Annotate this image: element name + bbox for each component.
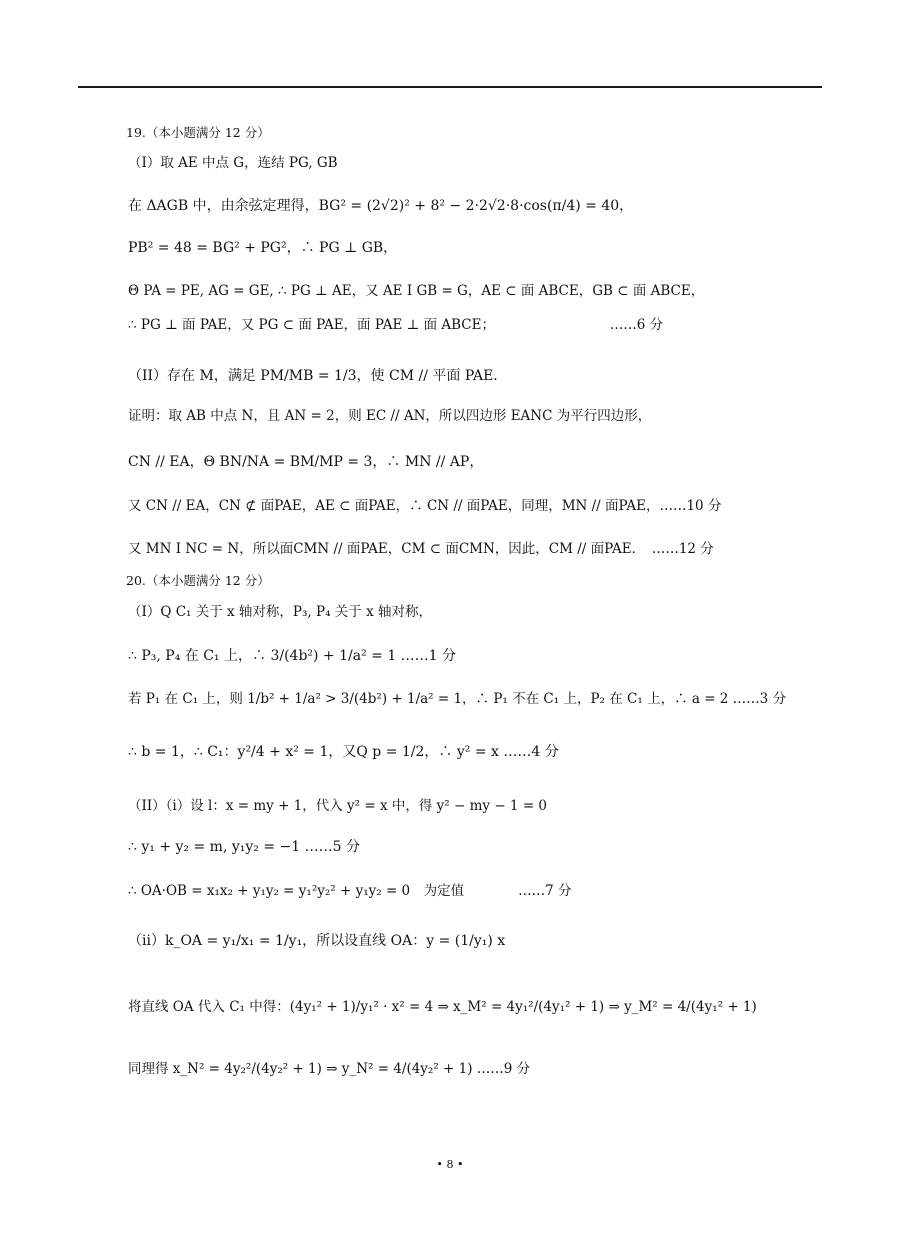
solution-line: 将直线 OA 代入 C₁ 中得：(4y₁² + 1)/y₁² · x² = 4 ⇒ x_M² = 4y₁²/(4y₁² + 1) ⇒ y_M² = 4/(4y₁² + 1) (128, 999, 757, 1015)
solution-line: 又 MN I NC = N，所以面CMN // 面PAE，CM ⊂ 面CMN，因此，CM // 面PAE． ……12 分 (128, 541, 714, 557)
solution-line: （I）Q C₁ 关于 x 轴对称，P₃, P₄ 关于 x 轴对称， (128, 604, 432, 620)
solution-line: （II）存在 M，满足 PM/MB = 1/3，使 CM // 平面 PAE． (128, 368, 508, 384)
solution-line: （II）（i）设 l：x = my + 1，代入 y² = x 中，得 y² − my − 1 = 0 (128, 798, 548, 814)
page-number: • 8 • (436, 1158, 464, 1171)
solution-line: ∴ P₃, P₄ 在 C₁ 上，∴ 3/(4b²) + 1/a² = 1 ……1 分 (128, 648, 457, 664)
solution-line: PB² = 48 = BG² + PG²，∴ PG ⊥ GB， (128, 240, 398, 256)
header-rule (78, 86, 822, 88)
solution-line: ∴ OA·OB = x₁x₂ + y₁y₂ = y₁²y₂² + y₁y₂ = 0 为定值 ……7 分 (128, 883, 572, 899)
solution-line: 在 ΔAGB 中，由余弦定理得，BG² = (2√2)² + 8² − 2·2√2·8·cos(π/4) = 40， (128, 198, 634, 214)
solution-line: 同理得 x_N² = 4y₂²/(4y₂² + 1) ⇒ y_N² = 4/(4y₂² + 1) ……9 分 (128, 1061, 531, 1077)
solution-line: ∴ b = 1，∴ C₁：y²/4 + x² = 1，又Q p = 1/2，∴ y² = x ……4 分 (128, 744, 559, 760)
problem-20-heading: 20.（本小题满分 12 分） (126, 573, 270, 588)
solution-line: 又 CN // EA，CN ⊄ 面PAE，AE ⊂ 面PAE，∴ CN // 面PAE，同理，MN // 面PAE，……10 分 (128, 498, 722, 514)
solution-line: 若 P₁ 在 C₁ 上，则 1/b² + 1/a² > 3/(4b²) + 1/a² = 1，∴ P₁ 不在 C₁ 上，P₂ 在 C₁ 上，∴ a = 2 ……3 分 (128, 691, 787, 707)
solution-line: （I）取 AE 中点 G，连结 PG, GB (128, 155, 338, 171)
solution-line: 证明：取 AB 中点 N，且 AN = 2，则 EC // AN，所以四边形 EANC 为平行四边形， (128, 408, 652, 424)
solution-line: ∴ PG ⊥ 面 PAE，又 PG ⊂ 面 PAE，面 PAE ⊥ 面 ABCE； ……6 分 (128, 317, 664, 333)
solution-line: Θ PA = PE, AG = GE, ∴ PG ⊥ AE，又 AE I GB = G，AE ⊂ 面 ABCE，GB ⊂ 面 ABCE， (128, 283, 705, 299)
problem-19-heading: 19.（本小题满分 12 分） (126, 125, 270, 140)
solution-line: CN // EA，Θ BN/NA = BM/MP = 3，∴ MN // AP， (128, 454, 484, 470)
solution-line: （ii）k_OA = y₁/x₁ = 1/y₁，所以设直线 OA：y = (1/y₁) x (128, 933, 506, 949)
solution-line: ∴ y₁ + y₂ = m, y₁y₂ = −1 ……5 分 (128, 839, 360, 855)
